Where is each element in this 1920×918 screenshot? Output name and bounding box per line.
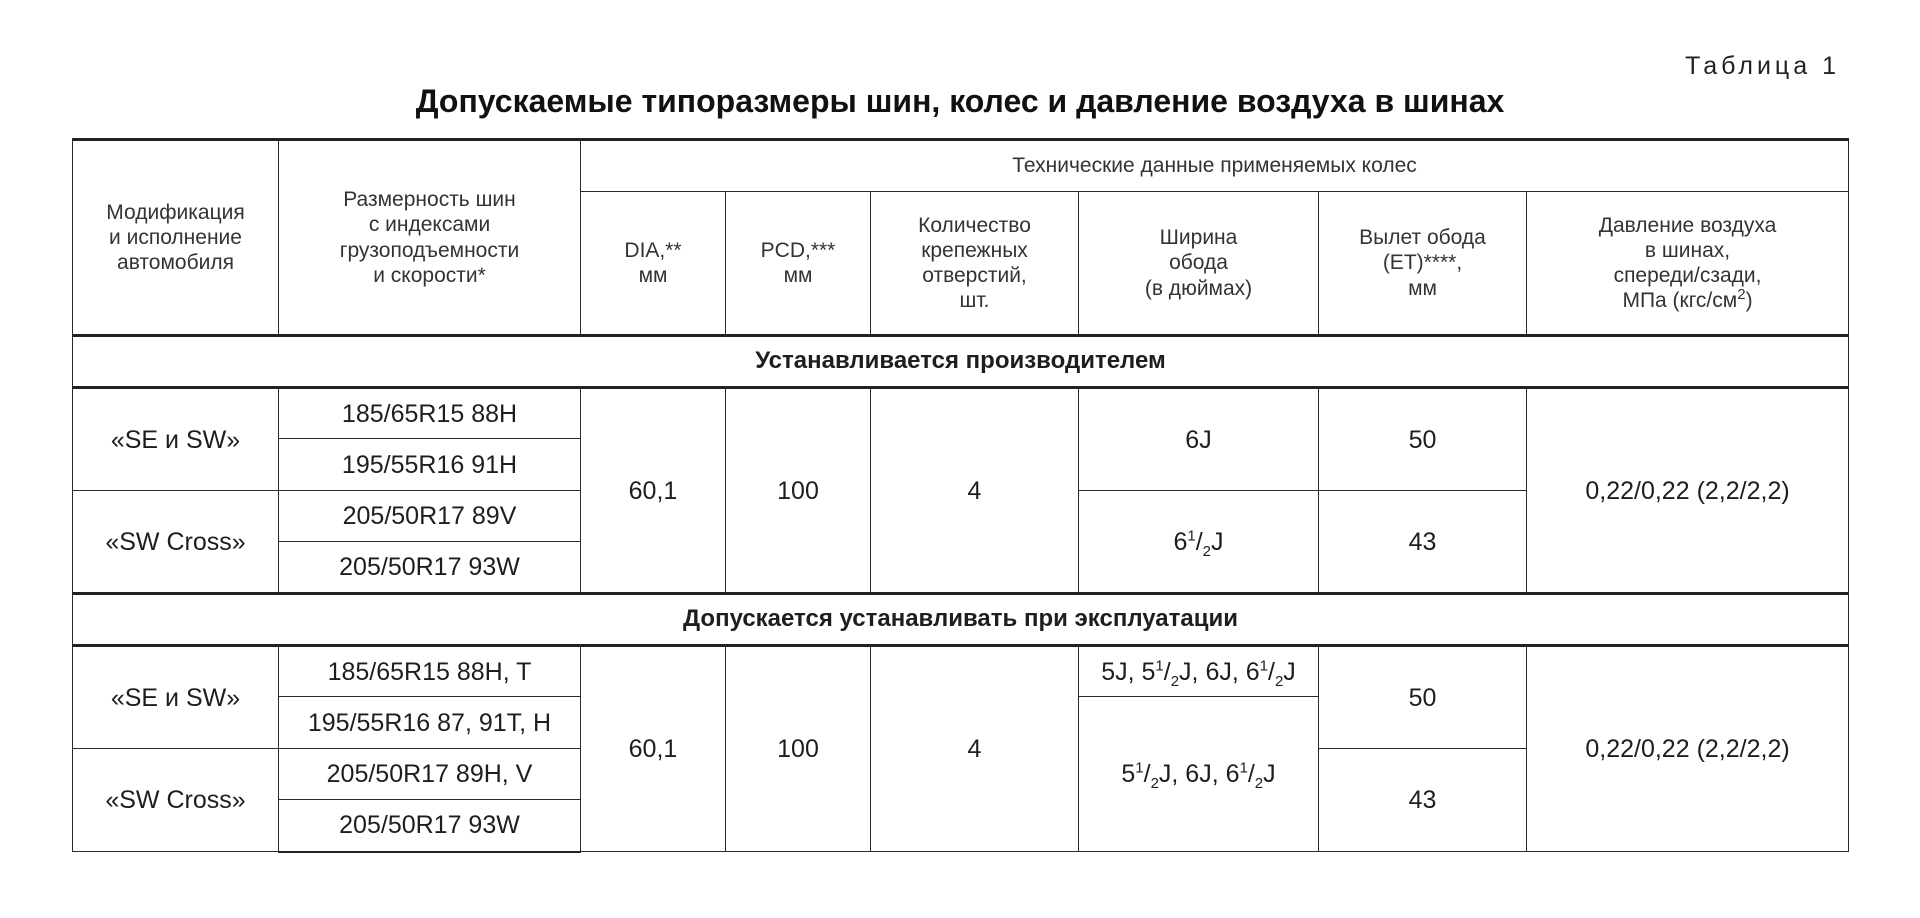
- operation-dia: 60,1: [581, 646, 726, 852]
- header-dia: DIA,** мм: [581, 192, 726, 336]
- factory-offset-b: 43: [1319, 491, 1527, 594]
- tire-spec-table: [72, 138, 1849, 853]
- header-pressure-end: ): [1745, 289, 1753, 313]
- factory-offset-a: 50: [1319, 388, 1527, 491]
- factory-model-sw-cross: «SW Cross»: [73, 491, 279, 594]
- header-pcd: PCD,*** мм: [726, 192, 871, 336]
- operation-offset-b: 43: [1319, 749, 1527, 852]
- operation-rim-width-a: 5J, $5^1/_2J$, 6J, $6^1/_2J$: [1079, 646, 1319, 697]
- operation-tire-4: 205/50R17 93W: [279, 800, 581, 852]
- operation-rim-width-b: $5^1/_2J$, 6J, $6^1/_2J$: [1079, 697, 1319, 852]
- header-tire-size: Размерность шин с индексами грузоподъемности и скорости*: [279, 140, 581, 336]
- operation-pressure: 0,22/0,22 (2,2/2,2): [1527, 646, 1849, 852]
- factory-tire-3: 205/50R17 89V: [279, 491, 581, 542]
- factory-rim-width-b: $6^1/_2J$: [1079, 491, 1319, 594]
- factory-pressure: 0,22/0,22 (2,2/2,2): [1527, 388, 1849, 594]
- factory-dia: 60,1: [581, 388, 726, 594]
- header-pressure-text: Давление воздуха в шинах, спереди/сзади, МПа (кгс/см: [1598, 213, 1777, 313]
- operation-tire-2: 195/55R16 87, 91T, H: [279, 697, 581, 749]
- section-factory-label: Устанавливается производителем: [73, 336, 1849, 388]
- factory-model-se-sw: «SE и SW»: [73, 388, 279, 491]
- factory-pcd: 100: [726, 388, 871, 594]
- header-bolt-holes: Количество крепежных отверстий, шт.: [871, 192, 1079, 336]
- operation-model-sw-cross: «SW Cross»: [73, 749, 279, 852]
- operation-pcd: 100: [726, 646, 871, 852]
- header-wheel-tech-data: Технические данные применяемых колес: [581, 140, 1849, 192]
- header-pressure-sup: 2: [1737, 286, 1746, 304]
- operation-holes: 4: [871, 646, 1079, 852]
- header-tire-pressure: [1527, 192, 1849, 336]
- operation-tire-1: 185/65R15 88H, T: [279, 646, 581, 697]
- factory-tire-4: 205/50R17 93W: [279, 542, 581, 594]
- operation-model-se-sw: «SE и SW»: [73, 646, 279, 749]
- factory-rim-width-a: 6J: [1079, 388, 1319, 491]
- factory-holes: 4: [871, 388, 1079, 594]
- header-rim-width: Ширина обода (в дюймах): [1079, 192, 1319, 336]
- document-title: Допускаемые типоразмеры шин, колес и давление воздуха в шинах: [415, 83, 1505, 119]
- table-number-label: Таблица 1: [1685, 52, 1840, 80]
- section-operation-label: Допускается устанавливать при эксплуатации: [73, 594, 1849, 646]
- operation-tire-3: 205/50R17 89H, V: [279, 749, 581, 800]
- header-modification: Модификация и исполнение автомобиля: [73, 140, 279, 336]
- header-rim-offset: Вылет обода (ET)****, мм: [1319, 192, 1527, 336]
- operation-offset-a: 50: [1319, 646, 1527, 749]
- factory-tire-2: 195/55R16 91H: [279, 439, 581, 491]
- factory-tire-1: 185/65R15 88H: [279, 388, 581, 439]
